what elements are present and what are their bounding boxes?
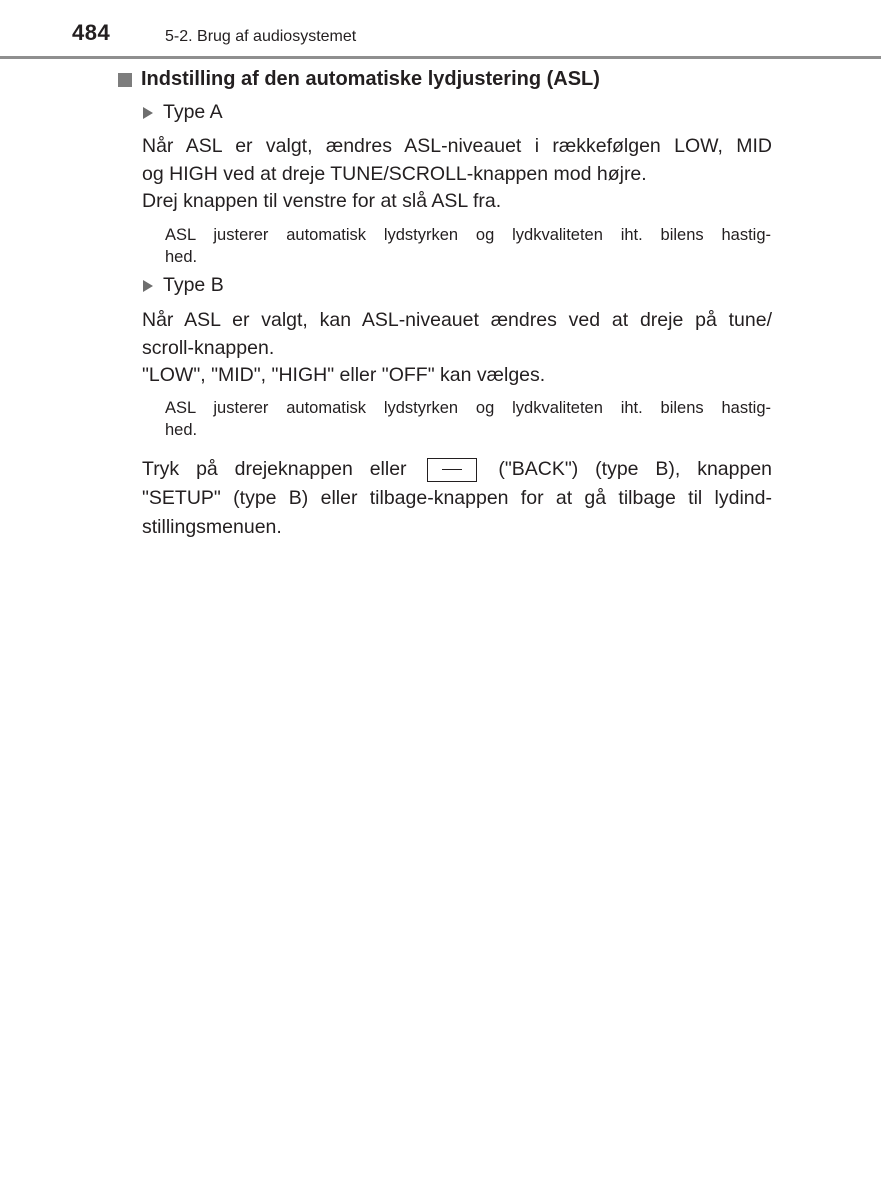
page-number: 484 [72, 20, 111, 45]
type-a-paragraph [142, 133, 772, 216]
paragraph-line: scroll-knappen. [142, 336, 275, 359]
note-line: hed. [165, 248, 198, 266]
final-paragraph [142, 455, 772, 542]
type-a-label-text: Type A [163, 101, 223, 123]
paragraph-line: stillingsmenuen. [142, 516, 282, 538]
type-b-label-text: Type B [163, 274, 224, 296]
section-heading-text: Indstilling af den automatiske lydjustering (ASL) [141, 68, 600, 90]
paragraph-line: Drej knappen til venstre for at slå ASL fra. [142, 190, 502, 212]
note-line: ASL justerer automatisk lydstyrken og lydkvaliteten iht. bilens hastig- [165, 226, 771, 244]
paragraph-line: Når ASL er valgt, ændres ASL-niveauet i rækkefølgen LOW, MID [142, 135, 772, 157]
paragraph-line: Når ASL er valgt, kan ASL-niveauet ændres ved at dreje på tune/ [142, 309, 772, 331]
type-b-note [165, 397, 771, 441]
type-b-paragraph [142, 307, 772, 390]
back-icon [427, 458, 477, 482]
note-line: ASL justerer automatisk lydstyrken og lydkvaliteten iht. bilens hastig- [165, 399, 771, 417]
paragraph-line: "SETUP" (type B) eller tilbage-knappen for at gå tilbage til lydind- [142, 487, 772, 509]
type-a-label [143, 101, 223, 124]
final-line-1-after: ("BACK") (type B), knappen [498, 458, 773, 480]
header-rule [0, 56, 881, 59]
type-a-note [165, 224, 771, 268]
triangle-bullet-icon [143, 280, 153, 292]
note-line: hed. [165, 421, 198, 439]
section-heading [118, 68, 600, 91]
section-reference: 5-2. Brug af audiosystemet [165, 28, 357, 45]
final-line-1-before: Tryk på drejeknappen eller [142, 458, 407, 480]
paragraph-line [142, 455, 772, 484]
paragraph-line: "LOW", "MID", "HIGH" eller "OFF" kan vælges. [142, 364, 546, 386]
paragraph-line: og HIGH ved at dreje TUNE/SCROLL-knappen mod højre. [142, 162, 647, 185]
triangle-bullet-icon [143, 107, 153, 119]
square-bullet-icon [118, 73, 132, 87]
type-b-label [143, 274, 224, 297]
